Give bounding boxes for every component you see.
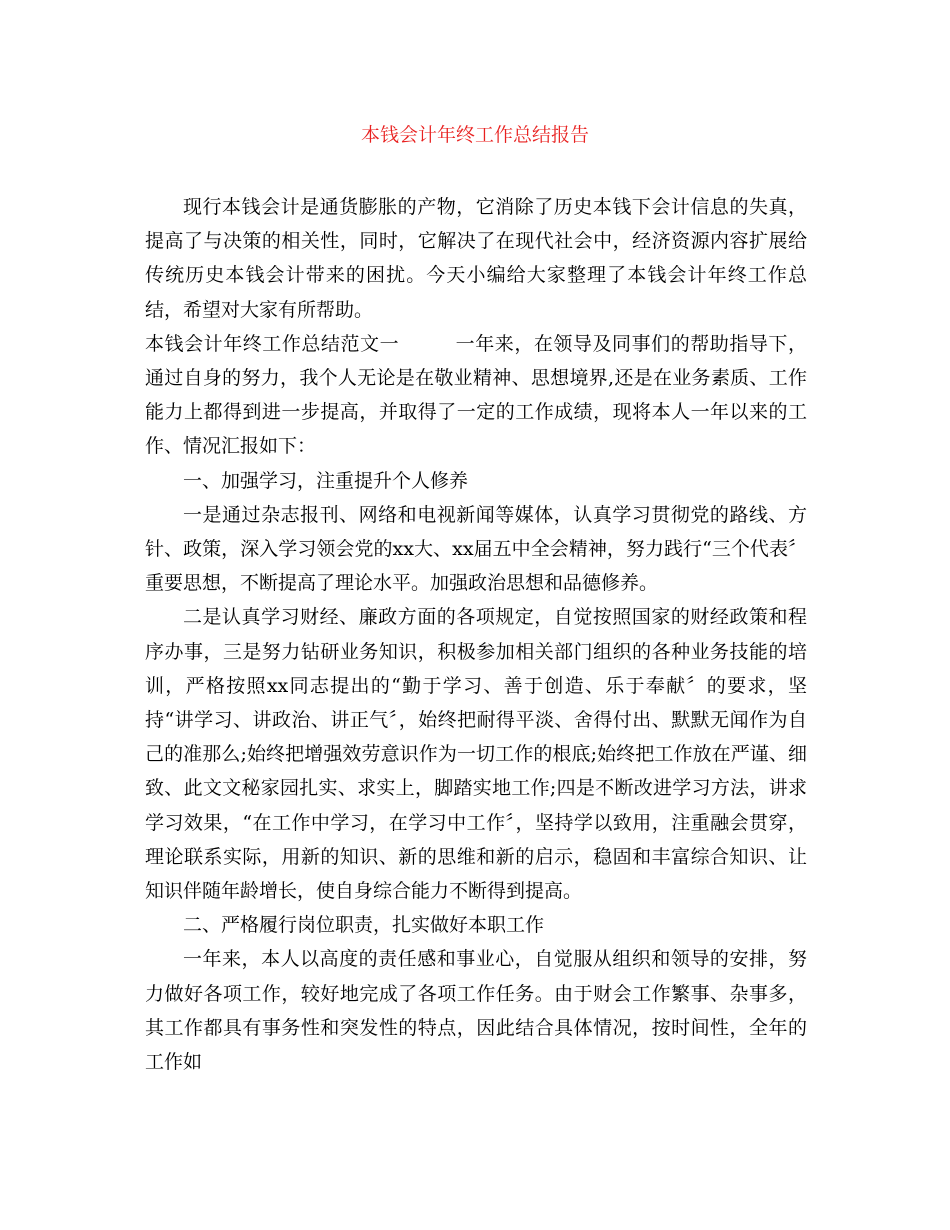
document-title: 本钱会计年终工作总结报告 (360, 124, 589, 146)
sample-body: 一年来，在领导及同事们的帮助指导下，通过自身的努力，我个人无论是在敬业精神、思想境界,还是在业务素质、工作能力上都得到进一步提高，并取得了一定的工作成绩，现将本人一年以来的工作、情况汇报如下： (145, 332, 807, 458)
sample-heading: 本钱会计年终工作总结范文一 (145, 332, 400, 355)
paragraph-section-2-1: 一年来，本人以高度的责任感和事业心，自觉服从组织和领导的安排，努力做好各项工作，较好地完成了各项工作任务。由于财会工作繁事、杂事多，其工作都具有事务性和突发性的特点，因此结合具体情况，按时间性，全年的工作如 (145, 948, 807, 1074)
document-body (145, 190, 807, 1079)
paragraph-intro: 现行本钱会计是通货膨胀的产物，它消除了历史本钱下会计信息的失真，提高了与决策的相关性，同时，它解决了在现代社会中，经济资源内容扩展给传统历史本钱会计带来的困扰。今天小编给大家整理了本钱会计年终工作总结，希望对大家有所帮助。 (145, 196, 807, 321)
paragraph-sample-one (145, 327, 807, 464)
paragraph-section-1-2: 二是认真学习财经、廉政方面的各项规定，自觉按照国家的财经政策和程序办事，三是努力钻研业务知识，积极参加相关部门组织的各种业务技能的培训，严格按照xx同志提出的“勤于学习、善于创造、乐于奉献〞的要求，坚持“讲学习、讲政治、讲正气〞，始终把耐得平淡、舍得付出、默默无闻作为自己的准那么;始终把增强效劳意识作为一切工作的根底;始终把工作放在严谨、细致、此文文秘家园扎实、求实上，脚踏实地工作;四是不断改进学习方法，讲求学习效果，“在工作中学习，在学习中工作〞，坚持学以致用，注重融会贯穿，理论联系实际，用新的知识、新的思维和新的启示，稳固和丰富综合知识、让知识伴随年龄增长，使自身综合能力不断得到提高。 (145, 606, 807, 903)
paragraph-section-1-1: 一是通过杂志报刊、网络和电视新闻等媒体，认真学习贯彻党的路线、方针、政策，深入学习领会党的xx大、xx届五中全会精神，努力践行“三个代表〞重要思想，不断提高了理论水平。加强政治思想和品德修养。 (145, 503, 807, 595)
section-heading-2: 二、严格履行岗位职责，扎实做好本职工作 (183, 914, 545, 937)
section-heading-1: 一、加强学习，注重提升个人修养 (183, 469, 469, 492)
